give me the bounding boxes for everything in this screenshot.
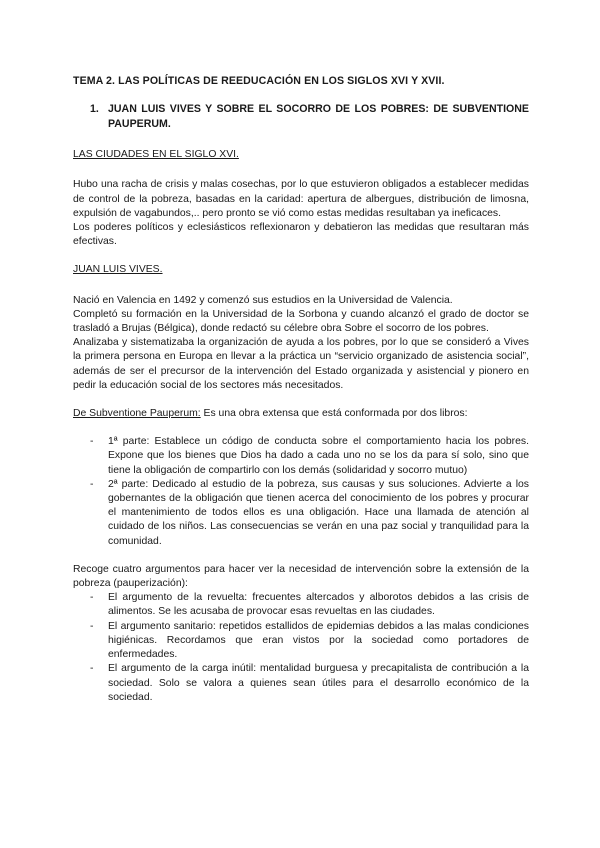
subventione-label: De Subventione Pauperum: xyxy=(73,408,201,420)
list-item-text: 1ª parte: Establece un código de conducta sobre el comportamiento hacia los pobres. Expone que los bienes que Dios ha dado a cada uno no se los da para sí solo, sino que tiene la obligación de compartirlo con los demás (solidaridad y socorro mutuo) xyxy=(108,436,529,476)
list-item xyxy=(73,620,529,663)
subventione-list xyxy=(73,435,529,549)
list-item xyxy=(73,478,529,549)
list-item-text: El argumento sanitario: repetidos estallidos de epidemias debidos a las malas condiciones higiénicas. Recordamos que eran vistos por la sociedad como portadores de enfermedades. xyxy=(108,620,529,661)
section-title-vives: JUAN LUIS VIVES. xyxy=(73,264,163,276)
dash-bullet: - xyxy=(90,592,94,604)
subventione-paragraph xyxy=(73,407,529,421)
list-item xyxy=(73,662,529,705)
argumentos-intro: Recoge cuatro argumentos para hacer ver la necesidad de intervención sobre la extensión de la pobreza (pauperización): xyxy=(73,563,529,590)
list-item xyxy=(73,435,529,478)
list-item-text: El argumento de la revuelta: frecuentes altercados y alborotos debidos a las crisis de alimentos. Se les acusaba de provocar esas revueltas en las ciudades. xyxy=(108,592,529,618)
list-item-text: 2ª parte: Dedicado al estudio de la pobreza, sus causas y sus soluciones. Advierte a los gobernantes de la obligación que tienen acerca del conocimiento de los pobres y procurar el mantenimiento de todos ellos es una obligación. Hace una llamada de atención al cuidado de los niños. Las consecuencias se verán en una paz social y tranquilidad para la comunidad. xyxy=(108,478,529,547)
dash-bullet: - xyxy=(90,478,94,490)
paragraph: Nació en Valencia en 1492 y comenzó sus estudios en la Universidad de Valencia. xyxy=(73,294,453,306)
list-item-text: El argumento de la carga inútil: mentalidad burguesa y precapitalista de contribución a la sociedad. Solo se valora a quienes sean útiles para el desarrollo económico de la sociedad. xyxy=(108,663,529,703)
subheading-text: JUAN LUIS VIVES Y SOBRE EL SOCORRO DE LOS POBRES: DE SUBVENTIONE PAUPERUM. xyxy=(108,103,529,131)
dash-bullet: - xyxy=(90,436,94,448)
argumentos-list xyxy=(73,591,529,705)
paragraph: Analizaba y sistematizaba la organización de ayuda a los pobres, por lo que se consideró a Vives la primera persona en Europa en llevar a la práctica un “servicio organizado de asistencia social”, además de ser el precursor de la intervención del Estado organizada y asistencial y pionero en pedir la educación social de los sectores más necesitados. xyxy=(73,337,529,391)
section-title-ciudades: LAS CIUDADES EN EL SIGLO XVI. xyxy=(73,149,239,161)
paragraph: Los poderes políticos y eclesiásticos reflexionaron y debatieron las medidas que resultaran más efectivas. xyxy=(73,222,529,248)
subheading-number: 1. xyxy=(90,103,99,116)
subheading xyxy=(73,102,529,132)
subventione-text: Es una obra extensa que está conformada por dos libros: xyxy=(200,408,468,420)
dash-bullet: - xyxy=(90,620,94,632)
paragraph: Completó su formación en la Universidad de la Sorbona y cuando alcanzó el grado de doctor se trasladó a Brujas (Bélgica), donde redactó su célebre obra Sobre el socorro de los pobres. xyxy=(73,308,529,335)
paragraph: Hubo una racha de crisis y malas cosechas, por lo que estuvieron obligados a establecer medidas de control de la pobreza, basadas en la caridad: apertura de albergues, distribución de limosna, expulsión de vagabundos,.. pero pronto se vió como estas medidas resultaban ya ineficaces. xyxy=(73,179,529,219)
document-content xyxy=(73,74,529,705)
dash-bullet: - xyxy=(90,663,94,675)
document-title: TEMA 2. LAS POLÍTICAS DE REEDUCACIÓN EN LOS SIGLOS XVI Y XVII. xyxy=(73,75,445,87)
list-item xyxy=(73,591,529,619)
